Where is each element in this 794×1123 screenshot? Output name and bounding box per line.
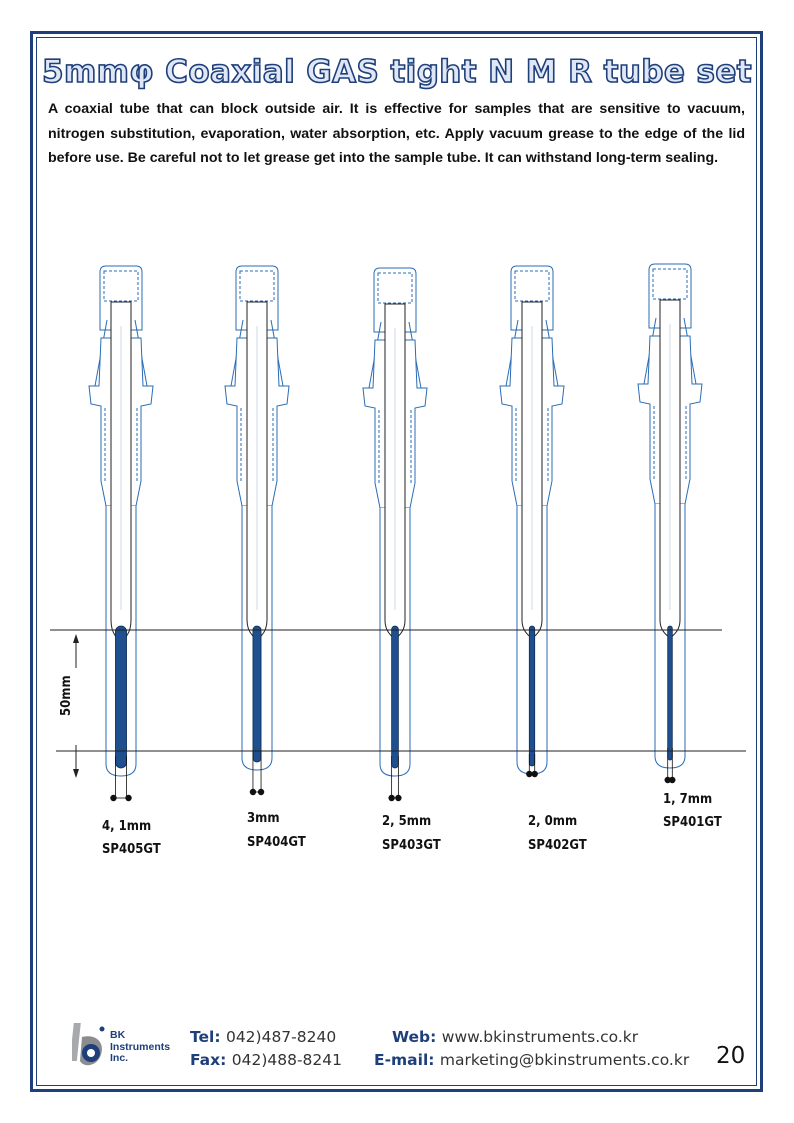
sample-column-4 bbox=[529, 626, 534, 766]
web-line: Web: www.bkinstruments.co.kr bbox=[392, 1028, 639, 1046]
coaxial-tube-2 bbox=[225, 266, 306, 850]
tube-model-label: SP404GT bbox=[247, 835, 306, 850]
tube-model-label: SP403GT bbox=[382, 838, 441, 853]
height-label: 50mm bbox=[59, 675, 74, 716]
tube-model-label: SP402GT bbox=[528, 838, 587, 853]
fax-label: Fax bbox=[190, 1051, 221, 1069]
tubes-group bbox=[89, 264, 722, 857]
brand-line-1: BK bbox=[110, 1029, 126, 1041]
sample-column-1 bbox=[115, 626, 126, 768]
sample-column-3 bbox=[392, 626, 399, 768]
tube-diameter-label: 1, 7mm bbox=[663, 792, 713, 807]
tube-diameter-label: 4, 1mm bbox=[102, 819, 152, 834]
web-label: Web bbox=[392, 1028, 431, 1046]
tube-diameter-label: 3mm bbox=[247, 811, 280, 826]
email-link[interactable]: marketing@bkinstruments.co.kr bbox=[439, 1051, 690, 1069]
coaxial-tube-1 bbox=[89, 266, 161, 857]
coaxial-tube-3 bbox=[363, 268, 441, 853]
brand-line-2: Instruments bbox=[110, 1040, 171, 1053]
intro-paragraph: A coaxial tube that can block outside air. It is effective for samples that are sensitive to vacuum, nitrogen substitution, evaporation, water absorption, etc. Apply vacuum grease to the edge of the lid before use. Be careful not to let grease get into the sample tube. It can withstand long-term sealing. bbox=[48, 101, 745, 166]
tel-line: Tel: 042)487-8240 bbox=[190, 1028, 337, 1046]
email-label: E-mail bbox=[374, 1051, 429, 1069]
tube-model-label: SP405GT bbox=[102, 842, 161, 857]
sample-column-5 bbox=[668, 626, 673, 760]
coaxial-tube-4 bbox=[500, 266, 587, 853]
tel-label: Tel bbox=[190, 1028, 215, 1046]
sample-column-2 bbox=[253, 626, 261, 762]
company-name bbox=[110, 1030, 170, 1065]
fax-value: 042)488-8241 bbox=[231, 1051, 343, 1069]
page-title: 5mmφ Coaxial GAS tight N M R tube set bbox=[41, 54, 753, 90]
web-link[interactable]: www.bkinstruments.co.kr bbox=[441, 1028, 639, 1046]
tube-model-label: SP401GT bbox=[663, 815, 722, 830]
tube-diameter-label: 2, 0mm bbox=[528, 814, 578, 829]
email-line: E-mail: marketing@bkinstruments.co.kr bbox=[374, 1051, 690, 1069]
page-number: 20 bbox=[716, 1043, 746, 1069]
tube-diameter-label: 2, 5mm bbox=[382, 814, 432, 829]
tel-value: 042)487-8240 bbox=[225, 1028, 337, 1046]
fax-line: Fax: 042)488-8241 bbox=[190, 1051, 343, 1069]
coaxial-tube-5 bbox=[638, 264, 722, 830]
brand-line-3: Inc. bbox=[110, 1052, 129, 1064]
